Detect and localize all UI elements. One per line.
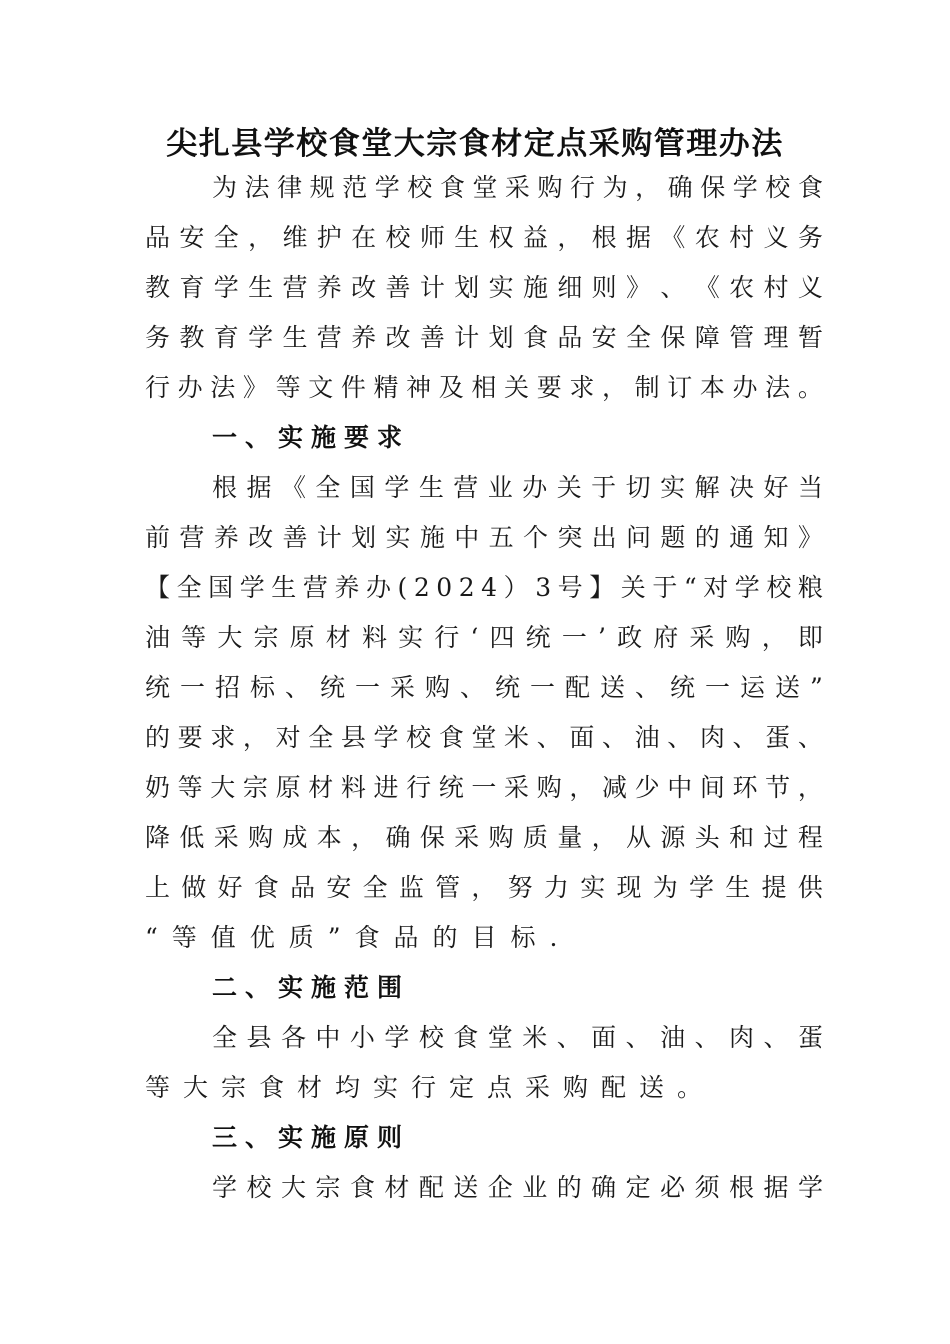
paragraph-line: 前 营 养 改 善 计 划 实 施 中 五 个 突 出 问 题 的 通 知 》 xyxy=(145,523,823,552)
paragraph-line: 行 办 法 》 等 文 件 精 神 及 相 关 要 求 ， 制 订 本 办 法 。 xyxy=(145,373,823,402)
paragraph-line: 【 全 国 学 生 营 养 办 ( 2 0 2 4 ） 3 号 】 关 于 “ 对 学 校 粮 xyxy=(145,573,823,602)
paragraph-line: 品 安 全 ， 维 护 在 校 师 生 权 益 ， 根 据 《 农 村 义 务 xyxy=(145,223,823,252)
paragraph-line: 等大宗食材均实行定点采购配送。 xyxy=(145,1073,716,1102)
paragraph-line: 上 做 好 食 品 安 全 监 管 ， 努 力 实 现 为 学 生 提 供 xyxy=(145,873,823,902)
section-heading: 一、实施要求 xyxy=(212,423,411,452)
paragraph-line: 学 校 大 宗 食 材 配 送 企 业 的 确 定 必 须 根 据 学 xyxy=(212,1173,823,1202)
section-heading: 三、实施原则 xyxy=(212,1123,411,1152)
document-title: 尖扎县学校食堂大宗食材定点采购管理办法 xyxy=(166,126,784,162)
section-heading: 二、实施范围 xyxy=(212,973,411,1002)
paragraph-line: 务 教 育 学 生 营 养 改 善 计 划 食 品 安 全 保 障 管 理 暂 xyxy=(145,323,823,352)
paragraph-line: 奶 等 大 宗 原 材 料 进 行 统 一 采 购 ， 减 少 中 间 环 节 ， xyxy=(145,773,823,802)
paragraph-line: 根 据 《 全 国 学 生 营 业 办 关 于 切 实 解 决 好 当 xyxy=(212,473,823,502)
paragraph-line: 为 法 律 规 范 学 校 食 堂 采 购 行 为 ， 确 保 学 校 食 xyxy=(212,173,823,202)
paragraph-line: “等值优质”食品的目标. xyxy=(145,923,572,952)
paragraph-line: 油 等 大 宗 原 材 料 实 行 ‘ 四 统 一 ’ 政 府 采 购 ， 即 xyxy=(145,623,823,652)
paragraph-line: 教 育 学 生 营 养 改 善 计 划 实 施 细 则 》 、 《 农 村 义 xyxy=(145,273,823,302)
paragraph-line: 的 要 求 ， 对 全 县 学 校 食 堂 米 、 面 、 油 、 肉 、 蛋 、 xyxy=(145,723,823,752)
paragraph-line: 统 一 招 标 、 统 一 采 购 、 统 一 配 送 、 统 一 运 送 ” xyxy=(145,673,823,702)
paragraph-line: 全 县 各 中 小 学 校 食 堂 米 、 面 、 油 、 肉 、 蛋 xyxy=(212,1023,823,1052)
paragraph-line: 降 低 采 购 成 本 ， 确 保 采 购 质 量 ， 从 源 头 和 过 程 xyxy=(145,823,823,852)
